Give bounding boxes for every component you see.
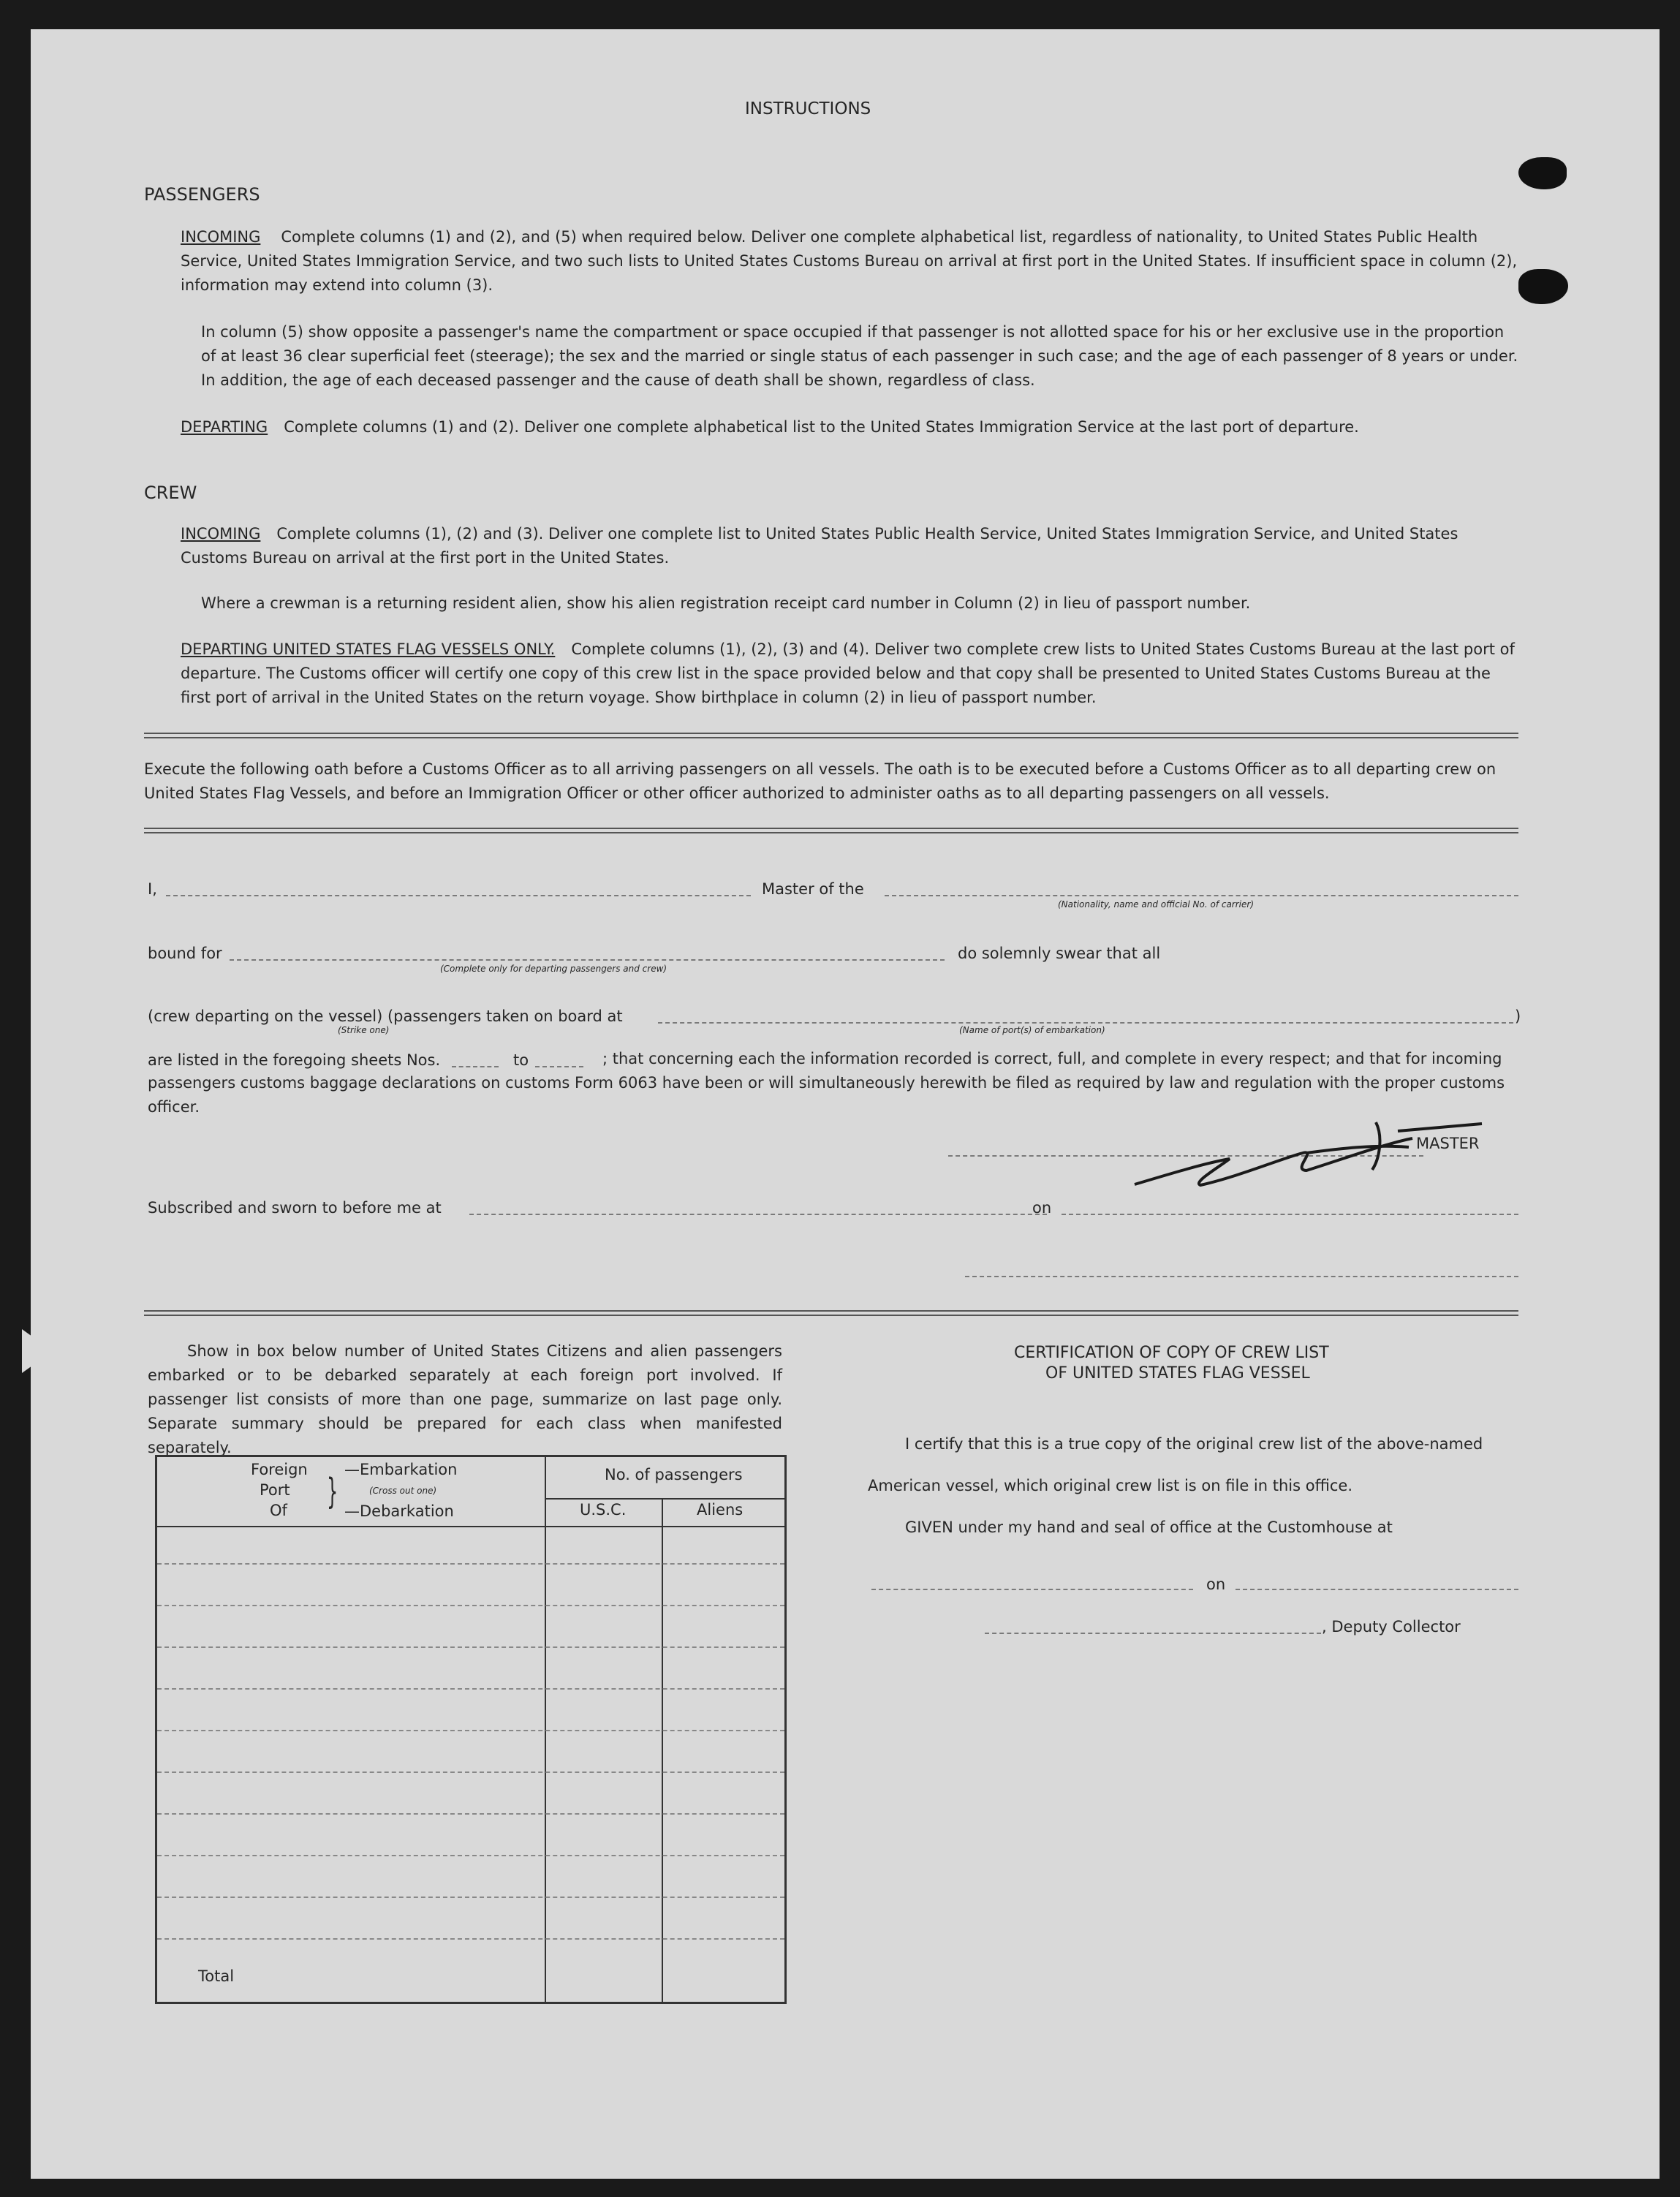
strike-caption: (Strike one) <box>338 1025 390 1035</box>
header-aliens: Aliens <box>697 1501 743 1519</box>
certify-line1: I certify that this is a true copy of the original crew list of the above-named <box>905 1435 1483 1453</box>
divider-2 <box>144 828 1518 833</box>
customhouse-field[interactable] <box>871 1589 1193 1590</box>
passengers-departing-text: Complete columns (1) and (2). Deliver one complete alphabetical list to the United States Immigration Service at the last port of departure. <box>284 418 1359 436</box>
passengers-column5-paragraph: In column (5) show opposite a passenger's name the compartment or space occupied if that passenger is not allotted space for his or her exclusive use in the proportion of at least 36 clear superficial feet (steerage); the sex and the married or single status of each passenger in such case; and the age of each passenger of 8 years or under. In addition, the age of each deceased passenger and the cause of death shall be shown, regardless of class. <box>201 323 1518 389</box>
passengers-departing-paragraph <box>181 415 1518 439</box>
header-usc: U.S.C. <box>580 1501 627 1519</box>
table-row[interactable] <box>157 1688 784 1690</box>
passengers-incoming-paragraph <box>181 225 1518 298</box>
table-subheader-line <box>545 1498 784 1500</box>
table-row[interactable] <box>157 1938 784 1940</box>
passengers-departing-label: DEPARTING <box>181 418 268 436</box>
oath-i-label: I, <box>148 880 157 898</box>
crew-heading: CREW <box>144 483 197 503</box>
bound-for-field[interactable] <box>230 959 945 961</box>
header-no-passengers: No. of passengers <box>605 1466 743 1483</box>
close-paren: ) <box>1515 1007 1521 1025</box>
deputy-collector-label: , Deputy Collector <box>1322 1618 1461 1636</box>
port-caption: (Name of port(s) of embarkation) <box>959 1025 1105 1035</box>
crew-incoming-paragraph <box>181 522 1518 570</box>
passengers-heading: PASSENGERS <box>144 184 260 205</box>
passenger-summary-table <box>155 1455 787 2004</box>
header-embarkation: —Embarkation <box>344 1461 458 1478</box>
subscribed-label: Subscribed and sworn to before me at <box>148 1199 442 1217</box>
divider-3 <box>144 1310 1518 1316</box>
table-total-label: Total <box>198 1967 235 1985</box>
header-port: Port <box>260 1481 290 1499</box>
bound-for-label: bound for <box>148 945 222 962</box>
sworn-on-field[interactable] <box>1062 1214 1518 1215</box>
deputy-collector-signature-line[interactable] <box>985 1633 1321 1634</box>
form-sheet <box>31 29 1660 2179</box>
listed-rest: ; that concerning each the information recorded is correct, full, and complete in every respect; and that for incoming passengers customs baggage declarations on customs Form 6063 have been or will simultaneously herewith be filed as required by law and regulation with the proper customs officer. <box>148 1050 1505 1116</box>
embarkation-port-field[interactable] <box>658 1022 1513 1024</box>
given-line: GIVEN under my hand and seal of office at the Customhouse at <box>905 1519 1393 1536</box>
table-row[interactable] <box>157 1730 784 1731</box>
swear-label: do solemnly swear that all <box>958 945 1161 962</box>
page-notch <box>22 1329 53 1373</box>
divider-1 <box>144 733 1518 738</box>
officer-signature-line[interactable] <box>965 1276 1518 1277</box>
ink-blot <box>1518 269 1568 304</box>
table-header-line <box>157 1526 784 1527</box>
crew-resident-paragraph: Where a crewman is a returning resident alien, show his alien registration receipt card number in Column (2) in lieu of passport number. <box>201 594 1251 612</box>
brace-icon: } <box>327 1471 338 1512</box>
crew-incoming-label: INCOMING <box>181 525 261 542</box>
certification-title-line2: OF UNITED STATES FLAG VESSEL <box>1045 1364 1310 1383</box>
header-of: Of <box>270 1502 287 1519</box>
master-label: MASTER <box>1416 1135 1480 1152</box>
complete-only-caption: (Complete only for departing passengers and crew) <box>440 964 667 974</box>
table-row[interactable] <box>157 1563 784 1565</box>
carrier-field[interactable] <box>885 895 1518 896</box>
certify-line2: American vessel, which original crew list is on file in this office. <box>868 1477 1353 1494</box>
listed-start: are listed in the foregoing sheets Nos. <box>148 1051 441 1069</box>
header-cross-out: (Cross out one) <box>369 1486 437 1496</box>
ink-blot <box>1518 157 1567 189</box>
table-row[interactable] <box>157 1771 784 1773</box>
certification-title-line1: CERTIFICATION OF COPY OF CREW LIST <box>1014 1344 1329 1362</box>
summary-text: Show in box below number of United States Citizens and alien passengers embarked or to be debarked separately at each foreign port involved. If passenger list consists of more than one page, summarize on last page only. Separate summary should be prepared for each class when manifested separately. <box>148 1342 782 1456</box>
master-name-field[interactable] <box>166 895 751 896</box>
passengers-incoming-label: INCOMING <box>181 228 261 246</box>
crew-departing-label: DEPARTING UNITED STATES FLAG VESSELS ONLY. <box>181 640 556 658</box>
certification-date-field[interactable] <box>1236 1589 1518 1590</box>
oath-intro: Execute the following oath before a Customs Officer as to all arriving passengers on all vessels. The oath is to be executed before a Customs Officer as to all departing crew on United States Flag Vessels, and before an Immigration Officer or other officer authorized to administer oaths as to all departing passengers on all vessels. <box>144 760 1497 802</box>
table-row[interactable] <box>157 1813 784 1815</box>
table-row[interactable] <box>157 1897 784 1898</box>
to-label: to <box>513 1051 529 1069</box>
header-foreign: Foreign <box>251 1461 308 1478</box>
master-signature <box>1120 1115 1486 1203</box>
crew-incoming-text: Complete columns (1), (2) and (3). Deliver one complete list to United States Public Health Service, United States Immigration Service, and United States Customs Bureau on arrival at the first port in the United States. <box>181 525 1458 567</box>
sworn-at-field[interactable] <box>469 1214 1047 1215</box>
crew-departing-paragraph <box>181 638 1518 710</box>
table-row[interactable] <box>157 1605 784 1606</box>
passengers-incoming-text: Complete columns (1) and (2), and (5) when required below. Deliver one complete alphabetical list, regardless of nationality, to United States Public Health Service, United States Immigration Service, and two such lists to United States Customs Bureau on arrival at first port in the United States. If insufficient space in column (2), information may extend into column (3). <box>181 228 1518 294</box>
certification-on-label: on <box>1206 1576 1226 1593</box>
table-divider-usc <box>662 1498 663 2002</box>
instructions-title: INSTRUCTIONS <box>745 99 871 118</box>
table-row[interactable] <box>157 1646 784 1648</box>
sworn-on-label: on <box>1032 1199 1052 1217</box>
strike-text: (crew departing on the vessel) (passengers taken on board at <box>148 1007 623 1025</box>
master-of-label: Master of the <box>762 880 864 898</box>
nationality-caption: (Nationality, name and official No. of carrier) <box>1058 899 1255 910</box>
crew-departing-text: Complete columns (1), (2), (3) and (4). Deliver two complete crew lists to United States Customs Bureau at the last port of departure. The Customs officer will certify one copy of this crew list in the space provided below and that copy shall be presented to United States Customs Bureau at the first port of arrival in the United States on the return voyage. Show birthplace in column (2) in lieu of passport number. <box>181 640 1515 706</box>
header-debarkation: —Debarkation <box>344 1502 454 1520</box>
table-row[interactable] <box>157 1855 784 1856</box>
